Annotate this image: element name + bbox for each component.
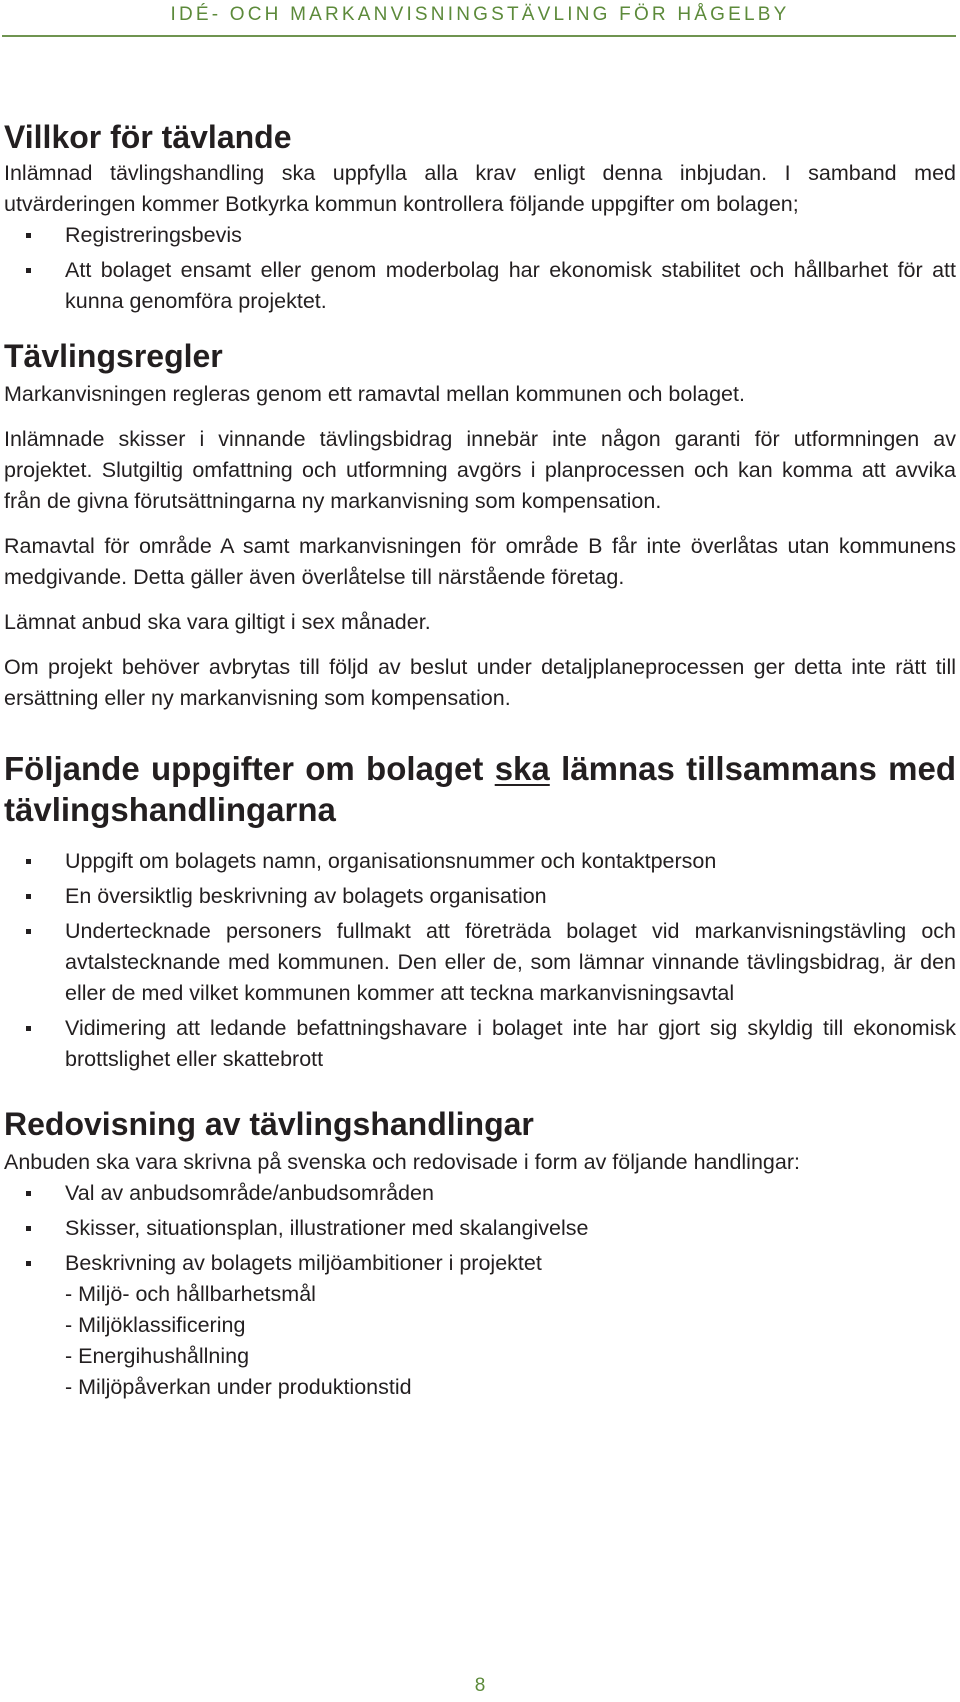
list-item bbox=[4, 846, 956, 877]
bullet-marker bbox=[26, 1226, 31, 1231]
heading-text: lämnas tillsammans med tävlingshandlingarna bbox=[4, 750, 957, 828]
bullet-marker bbox=[26, 268, 31, 273]
sub-item: - Miljö- och hållbarhetsmål bbox=[65, 1282, 316, 1306]
redovisning-intro: Anbuden ska vara skrivna på svenska och redovisade i form av följande handlingar: bbox=[4, 1150, 800, 1174]
list-item bbox=[4, 1248, 956, 1403]
sub-item: - Miljöpåverkan under produktionstid bbox=[65, 1375, 412, 1399]
list-item-text: Undertecknade personers fullmakt att företräda bolaget vid markanvisningstävling och avtalstecknande med kommunen. Den eller de, som lämnar vinnande tävlingsbidrag, är den eller de med vilket kommunen kommer att teckna markanvisningsavtal bbox=[65, 919, 956, 1005]
uppgifter-list bbox=[4, 846, 956, 1075]
regler-paragraph: Ramavtal för område A samt markanvisningen för område B får inte överlåtas utan kommunens medgivande. Detta gäller även överlåtelse till närstående företag. bbox=[4, 534, 956, 589]
list-item bbox=[4, 1213, 956, 1244]
sub-item: - Energihushållning bbox=[65, 1344, 250, 1368]
heading-villkor: Villkor för tävlande bbox=[4, 119, 292, 155]
heading-tavlingsregler: Tävlingsregler bbox=[4, 338, 223, 374]
list-item bbox=[4, 881, 956, 912]
page-number: 8 bbox=[474, 1675, 486, 1696]
villkor-intro: Inlämnad tävlingshandling ska uppfylla alla krav enligt denna inbjudan. I samband med utvärderingen kommer Botkyrka kommun kontrollera följande uppgifter om bolagen; bbox=[4, 161, 956, 216]
list-item-text: Val av anbudsområde/anbudsområden bbox=[65, 1181, 434, 1205]
list-item bbox=[4, 916, 956, 1009]
bullet-marker bbox=[26, 233, 31, 238]
heading-emphasis: ska bbox=[494, 750, 550, 787]
list-item bbox=[4, 220, 956, 251]
list-item-text: Att bolaget ensamt eller genom moderbolag har ekonomisk stabilitet och hållbarhet för att kunna genomföra projektet. bbox=[65, 258, 956, 313]
bullet-marker bbox=[26, 1191, 31, 1196]
bullet-marker bbox=[26, 929, 31, 934]
regler-paragraph: Markanvisningen regleras genom ett ramavtal mellan kommunen och bolaget. bbox=[4, 382, 745, 406]
list-item-text: Skisser, situationsplan, illustrationer med skalangivelse bbox=[65, 1216, 589, 1240]
heading-foljande-uppgifter bbox=[4, 748, 956, 830]
bullet-marker bbox=[26, 1026, 31, 1031]
bullet-marker bbox=[26, 894, 31, 899]
regler-paragraph: Om projekt behöver avbrytas till följd av beslut under detaljplaneprocessen ger detta inte rätt till ersättning eller ny markanvisning som kompensation. bbox=[4, 655, 956, 710]
list-item-text: Beskrivning av bolagets miljöambitioner i projektet bbox=[65, 1251, 542, 1275]
heading-redovisning: Redovisning av tävlingshandlingar bbox=[4, 1106, 534, 1142]
villkor-list bbox=[4, 220, 956, 317]
list-item-text: Uppgift om bolagets namn, organisationsnummer och kontaktperson bbox=[65, 849, 717, 873]
page-content bbox=[4, 118, 956, 1403]
list-item-text: Vidimering att ledande befattningshavare i bolaget inte har gjort sig skyldig till ekonomisk brottslighet eller skattebrott bbox=[65, 1016, 956, 1071]
heading-text: Följande uppgifter om bolaget bbox=[4, 750, 484, 787]
list-item bbox=[4, 1013, 956, 1075]
regler-paragraph: Inlämnade skisser i vinnande tävlingsbidrag innebär inte någon garanti för utformningen av projektet. Slutgiltig omfattning och utformning avgörs i planprocessen och kan komma att avvika från de givna förutsättningarna ny markanvisning som kompensation. bbox=[4, 427, 956, 513]
list-item bbox=[4, 1178, 956, 1209]
running-header bbox=[0, 0, 960, 38]
header-rule bbox=[2, 35, 956, 37]
list-item-text: En översiktlig beskrivning av bolagets organisation bbox=[65, 884, 547, 908]
regler-paragraph: Lämnat anbud ska vara giltigt i sex månader. bbox=[4, 610, 431, 634]
bullet-marker bbox=[26, 859, 31, 864]
document-title: IDÉ- OCH MARKANVISNINGSTÄVLING FÖR HÅGELBY bbox=[170, 4, 790, 25]
redovisning-list bbox=[4, 1178, 956, 1403]
list-item-text: Registreringsbevis bbox=[65, 223, 242, 247]
list-item bbox=[4, 255, 956, 317]
sub-item: - Miljöklassificering bbox=[65, 1313, 246, 1337]
bullet-marker bbox=[26, 1261, 31, 1266]
